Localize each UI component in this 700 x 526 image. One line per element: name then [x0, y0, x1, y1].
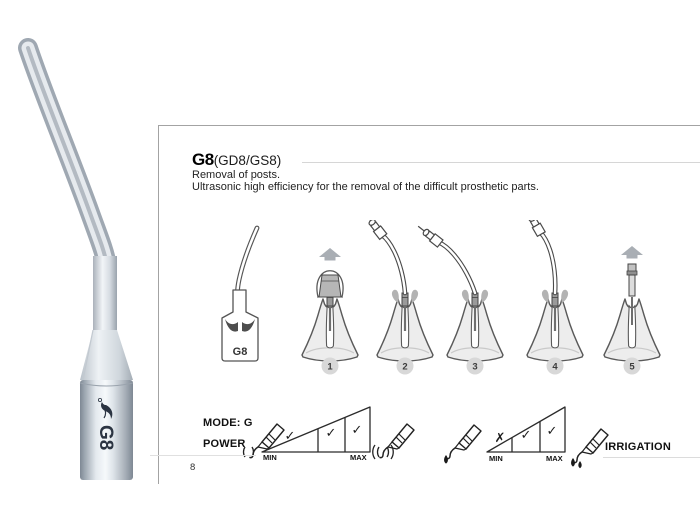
step-number: 2 [402, 361, 408, 373]
irrigation-cell-mark-2: ✓ [520, 428, 532, 443]
tip-drawing-label: G8 [232, 346, 248, 358]
steps-illustration [195, 220, 700, 385]
curved-tip-shank [28, 48, 106, 261]
step-5-figure [604, 246, 660, 361]
step-3-figure [414, 220, 503, 361]
up-arrow-icon [319, 248, 341, 261]
irrigation-max-label: MAX [546, 454, 563, 463]
mode-label: MODE: G [203, 417, 253, 429]
description-line-2: Ultrasonic high efficiency for the removal of the difficult prosthetic parts. [192, 181, 539, 193]
step-number-badges [322, 358, 641, 375]
title-variants: (GD8/GS8) [213, 153, 282, 168]
product-photo-svg [5, 35, 145, 485]
step-number: 4 [552, 361, 558, 373]
power-min-label: MIN [263, 453, 277, 462]
title-rule [302, 162, 700, 163]
irrigation-label: IRRIGATION [605, 441, 671, 453]
step-1-figure [302, 248, 358, 361]
tip-line-drawing [222, 228, 258, 361]
irrigation-rule [603, 457, 700, 458]
description-line-1: Removal of posts. [192, 169, 281, 181]
step-number: 3 [472, 361, 478, 373]
panel-left-border [158, 125, 159, 484]
handpiece-vibration-max-icon [380, 424, 414, 458]
power-cell-mark-3: ✓ [351, 423, 363, 438]
tip-neck [93, 256, 117, 330]
power-cell-mark-2: ✓ [325, 426, 337, 441]
step-number: 5 [629, 361, 635, 373]
panel-top-border [158, 125, 700, 126]
scaler-tip-icon [513, 220, 566, 293]
page-number: 8 [190, 462, 196, 473]
settings-svg [195, 395, 700, 480]
product-photo [5, 35, 145, 485]
photo-label: G8 [95, 425, 116, 451]
irrigation-cell-mark-1: ✗ [494, 431, 506, 446]
steps-svg [195, 220, 700, 385]
step-number: 1 [327, 361, 333, 373]
footer-rule [150, 455, 256, 456]
handpiece-water-min-icon [447, 425, 481, 459]
power-label: POWER [203, 438, 246, 450]
power-cell-mark-1: ✓ [284, 429, 296, 444]
water-drop-icon [444, 455, 448, 464]
irrigation-cell-mark-3: ✓ [546, 424, 558, 439]
irrigation-min-label: MIN [489, 454, 503, 463]
power-max-label: MAX [350, 453, 367, 462]
page-title [192, 150, 281, 170]
title-model: G8 [192, 150, 214, 169]
step-4-figure [513, 220, 583, 361]
step-2-figure [362, 220, 433, 361]
settings-diagrams [195, 395, 700, 480]
scaler-tip-icon [362, 220, 405, 293]
up-arrow-icon [621, 246, 643, 259]
